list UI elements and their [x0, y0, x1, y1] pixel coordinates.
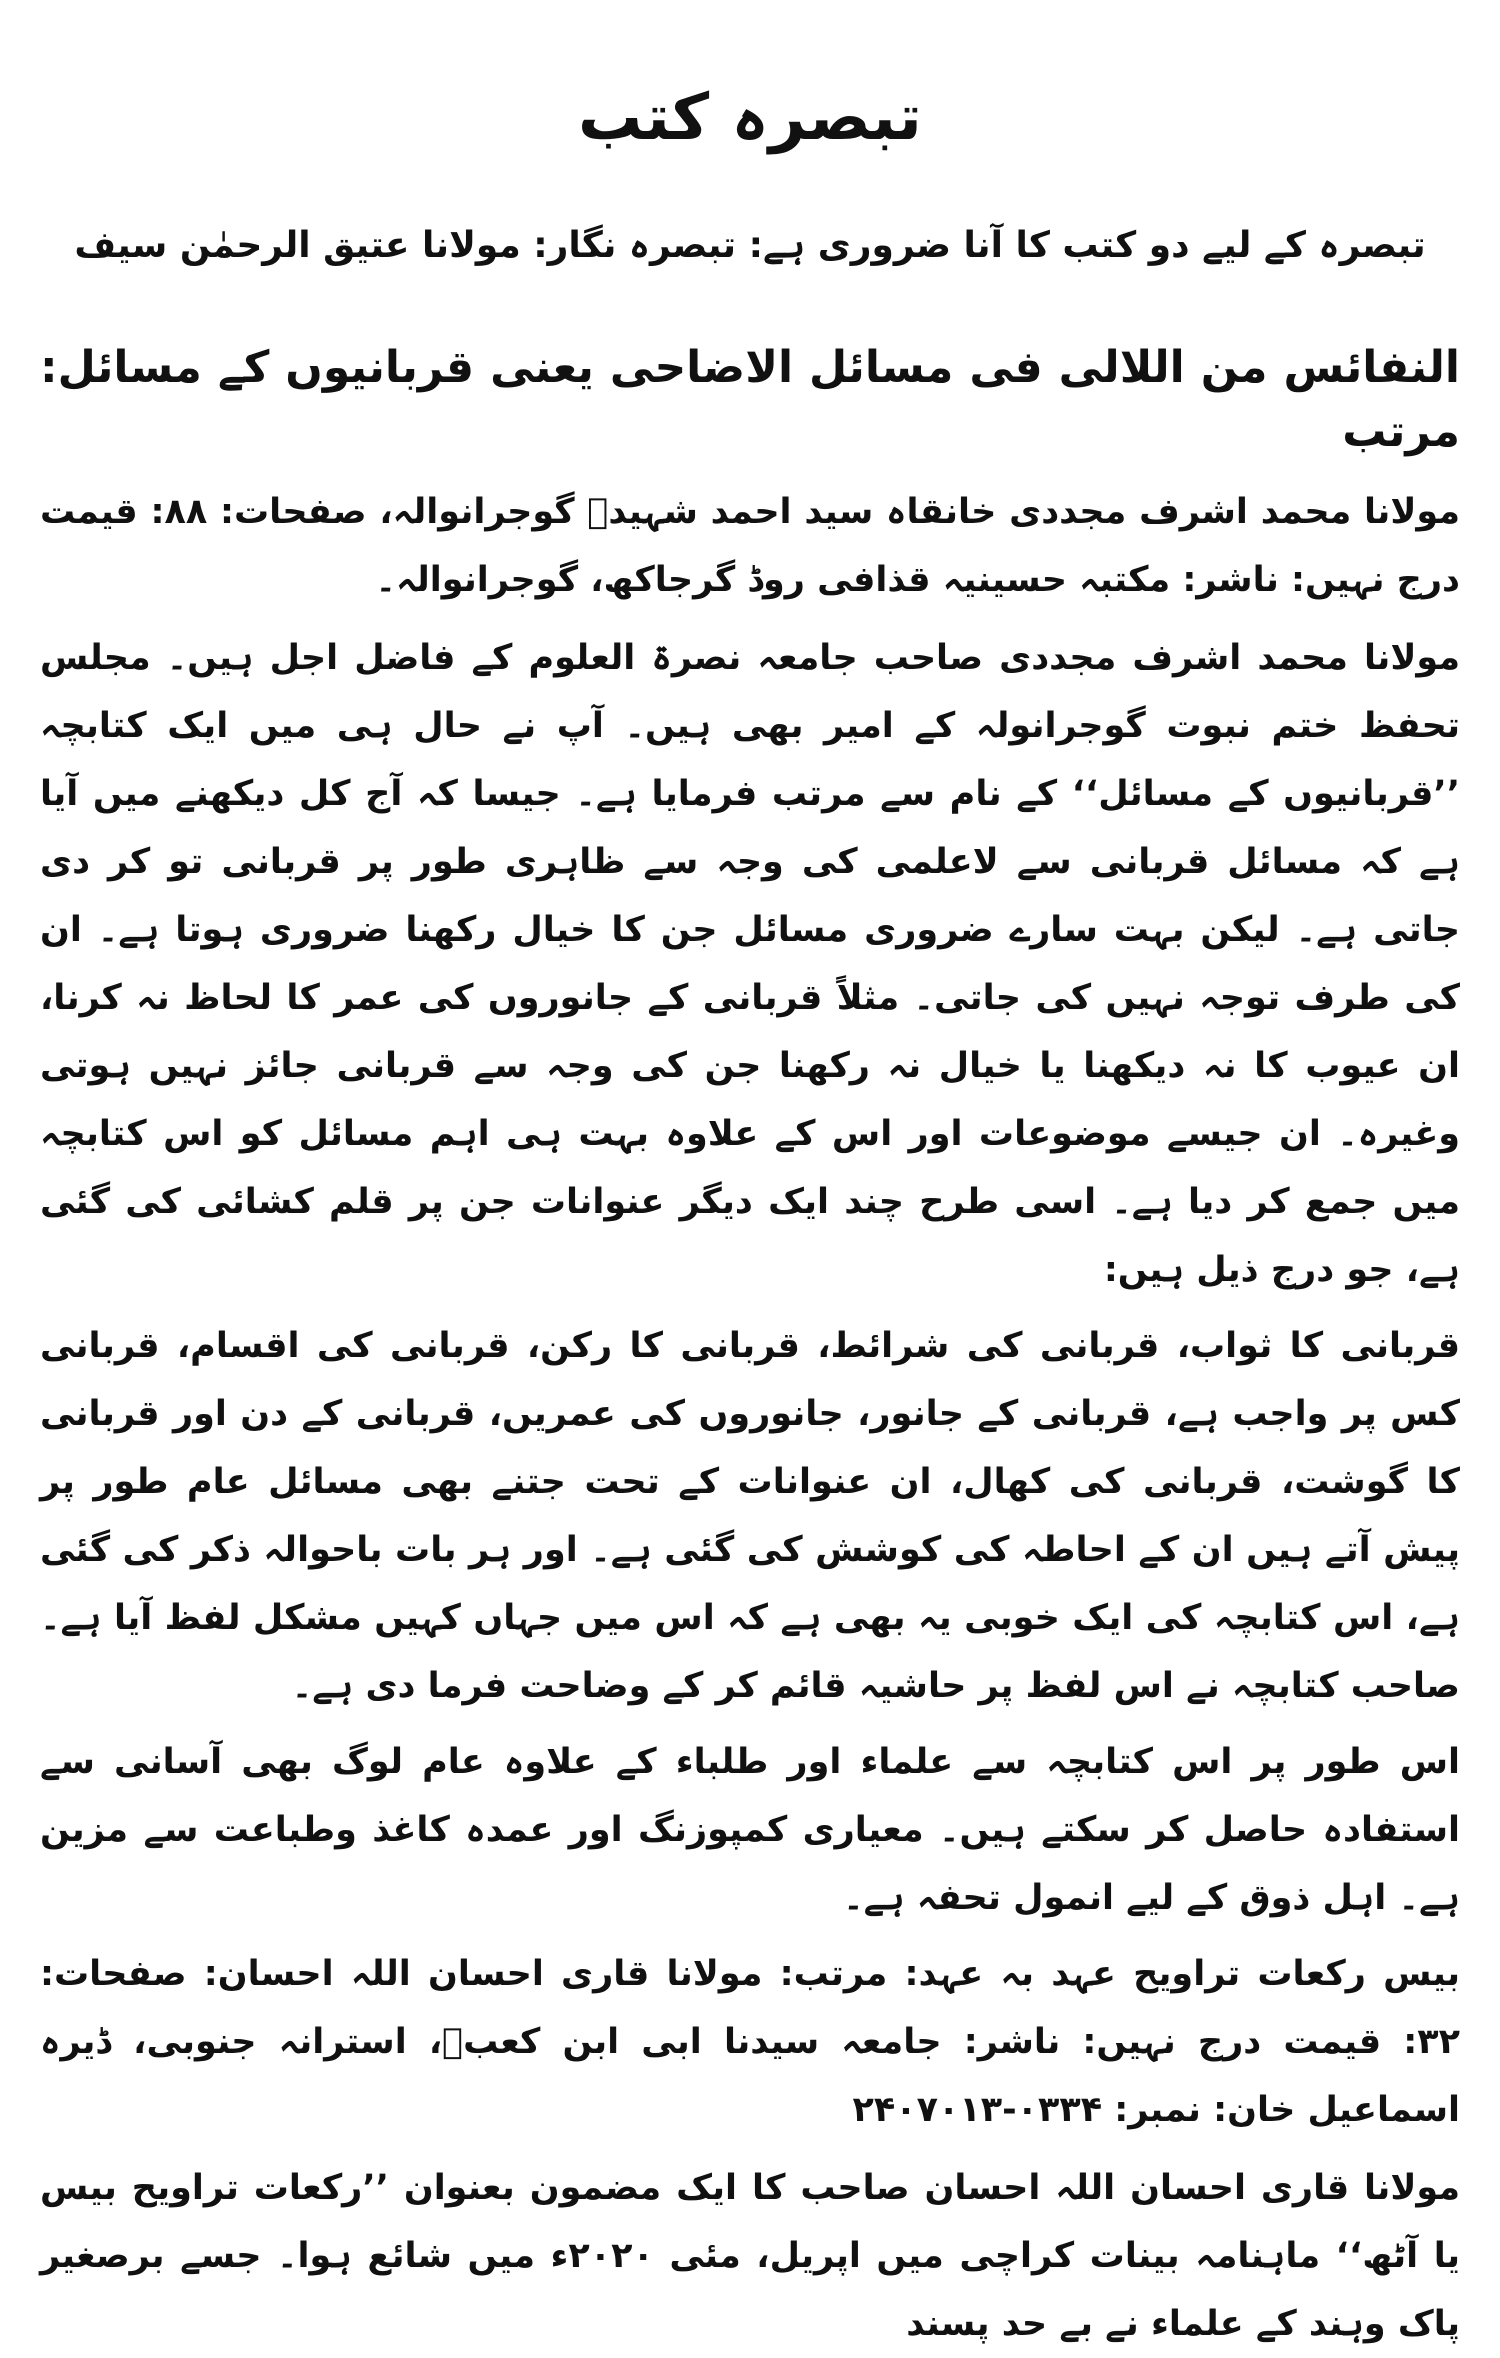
- book-title: النفائس من اللالی فی مسائل الاضاحی یعنی قربانیوں کے مسائل: مرتب: [40, 342, 1460, 457]
- book-details: مولانا محمد اشرف مجددی خانقاہ سید احمد شہیدؒ گوجرانوالہ، صفحات: ۸۸: قیمت درج نہیں: ناشر: مکتبہ حسینیہ قذافی روڈ گرجاکھ، گوجرانوالہ۔: [40, 492, 1461, 600]
- page-title: تبصرہ کتب: [578, 81, 922, 155]
- review-paragraph: اس طور پر اس کتابچہ سے علماء اور طلباء کے علاوہ عام لوگ بھی آسانی سے استفادہ حاصل کر سکتے ہیں۔ معیاری کمپوزنگ اور عمدہ کاغذ وطباعت سے مزین ہے۔ اہل ذوق کے لیے انمول تحفہ ہے۔: [40, 1742, 1460, 1918]
- review-paragraph: مولانا محمد اشرف مجددی صاحب جامعہ نصرۃ العلوم کے فاضل اجل ہیں۔ مجلس تحفظ ختم نبوت گوجرانولہ کے امیر بھی ہیں۔ آپ نے حال ہی میں ایک کتابچہ ’’قربانیوں کے مسائل‘‘ کے نام سے مرتب فرمایا ہے۔ جیسا کہ آج کل دیکھنے میں آیا ہے کہ مسائل قربانی سے لاعلمی کی وجہ سے ظاہری طور پر قربانی تو کر دی جاتی ہے۔ لیکن بہت سارے ضروری مسائل جن کا خیال رکھنا ضروری ہوتا ہے۔ ان کی طرف توجہ نہیں کی جاتی۔ مثلاً قربانی کے جانوروں کی عمر کا لحاظ نہ کرنا، ان عیوب کا نہ دیکھنا یا خیال نہ رکھنا جن کی وجہ سے قربانی جائز نہیں ہوتی وغیرہ۔ ان جیسے موضوعات اور اس کے علاوہ بہت ہی اہم مسائل کو اس کتابچہ میں جمع کر دیا ہے۔ اسی طرح چند ایک دیگر عنوانات جن پر قلم کشائی کی گئی ہے، جو درج ذیل ہیں:: [40, 638, 1460, 1290]
- book-review-entry-1: [40, 336, 1460, 1932]
- review-paragraph: قربانی کا ثواب، قربانی کی شرائط، قربانی کا رکن، قربانی کی اقسام، قربانی کس پر واجب ہے، قربانی کے جانور، جانوروں کی عمریں، قربانی کے دن اور قربانی کا گوشت، قربانی کی کھال، ان عنوانات کے تحت جتنے بھی مسائل عام طور پر پیش آتے ہیں ان کے احاطہ کی کوشش کی گئی ہے۔ اور ہر بات باحوالہ ذکر کی گئی ہے، اس کتابچہ کی ایک خوبی یہ بھی ہے کہ اس میں جہاں کہیں مشکل لفظ آیا ہے۔ صاحب کتابچہ نے اس لفظ پر حاشیہ قائم کر کے وضاحت فرما دی ہے۔: [40, 1326, 1460, 1706]
- book-details: بیس رکعات تراویح عہد بہ عہد: مرتب: مولانا قاری احسان اللہ احسان: صفحات: ۳۲: قیمت درج نہیں: ناشر: جامعہ سیدنا ابی ابن کعبؓ، استرانہ جنوبی، ڈیرہ اسماعیل خان: نمبر: ۰۳۳۴-۲۴۰۷۰۱۳: [40, 1954, 1460, 2130]
- book-review-entry-2: [40, 1940, 1460, 2358]
- review-paragraph: مولانا قاری احسان اللہ احسان صاحب کا ایک مضمون بعنوان ’’رکعات تراویح بیس یا آٹھ‘‘ ماہنامہ بینات کراچی میں اپریل، مئی ۲۰۲۰ء میں شائع ہوا۔ جسے برصغیر پاک وہند کے علماء نے بے حد پسند: [40, 2168, 1460, 2344]
- page-subtitle: تبصرہ کے لیے دو کتب کا آنا ضروری ہے: تبصرہ نگار: مولانا عتیق الرحمٰن سیف: [74, 225, 1426, 266]
